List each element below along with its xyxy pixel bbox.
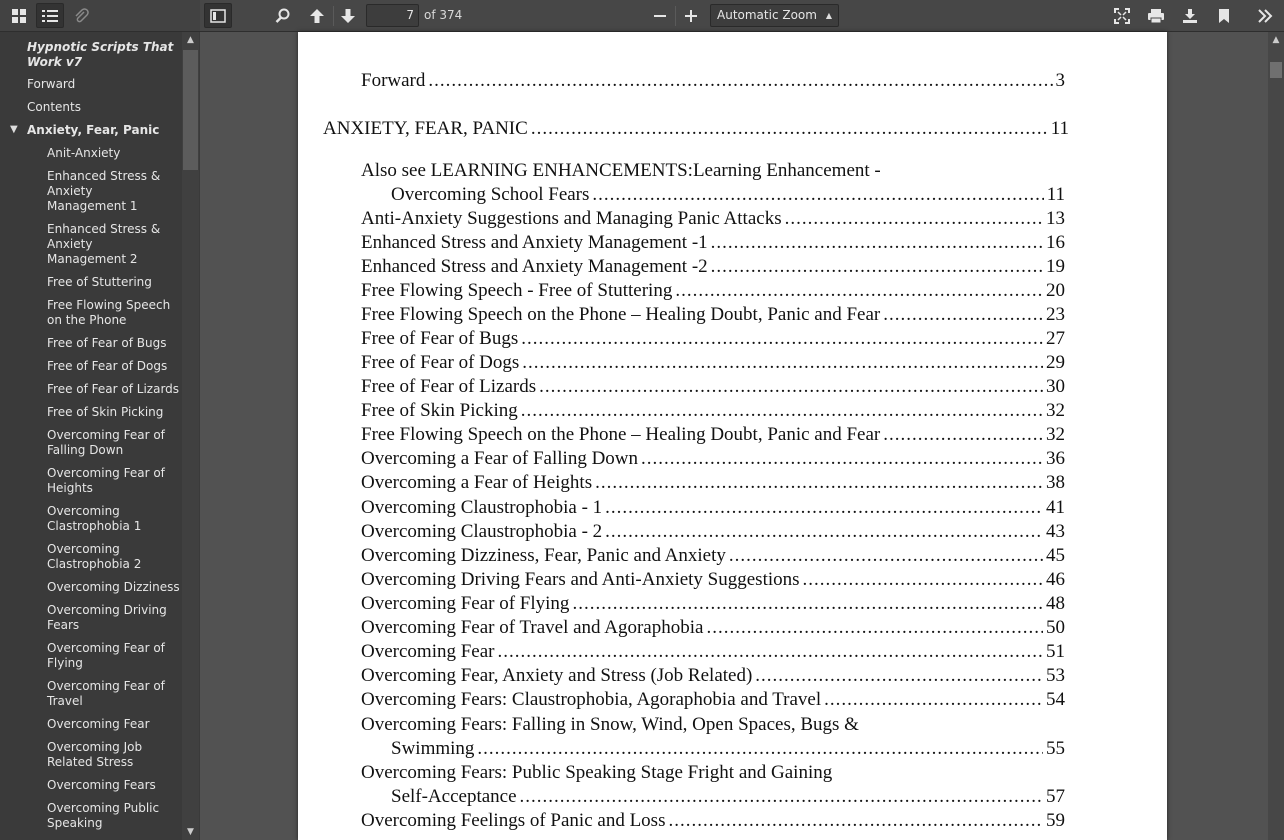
outline-child-item[interactable]: Free of Fear of Bugs xyxy=(47,336,167,350)
toc-entry[interactable]: Overcoming a Fear of Falling Down ..... 36 xyxy=(361,448,1065,470)
outline-item-contents[interactable]: Contents xyxy=(27,100,81,114)
toc-entry[interactable]: Free of Skin Picking ..... 32 xyxy=(361,400,1065,422)
outline-child-item[interactable]: Overcoming Fears xyxy=(47,778,156,792)
outline-child-item[interactable]: Free of Skin Picking xyxy=(47,405,164,419)
outline-child-item[interactable]: Free of Stuttering xyxy=(47,275,152,289)
toc-entry[interactable]: Overcoming Dizziness, Fear, Panic and Anxiety ..... 45 xyxy=(361,545,1065,567)
outline-item-title[interactable]: Hypnotic Scripts That Work v7 xyxy=(27,40,174,69)
outline-child-item[interactable]: Overcoming Dizziness xyxy=(47,580,180,594)
main-scrollbar-thumb[interactable] xyxy=(1270,62,1282,78)
toc-entry[interactable]: Overcoming Feelings of Panic and Loss ..... 59 xyxy=(361,810,1065,832)
page-number-input[interactable]: 7 xyxy=(366,4,419,27)
toc-entry-text: Overcoming Fears: Falling in Snow, Wind, Open Spaces, Bugs & xyxy=(361,714,859,735)
print-icon[interactable] xyxy=(1142,3,1170,28)
toc-entry[interactable]: Free Flowing Speech on the Phone – Healing Doubt, Panic and Fear ..... 32 xyxy=(361,424,1065,446)
outline-child-item[interactable]: Overcoming Driving Fears xyxy=(47,603,167,632)
main-scrollbar[interactable] xyxy=(1268,32,1284,840)
outline-child-item[interactable]: Overcoming Public Speaking xyxy=(47,801,160,830)
toc-entry[interactable]: Overcoming Fear of Travel and Agoraphobia ..... 50 xyxy=(361,617,1065,639)
toc-entry-text: Also see LEARNING ENHANCEMENTS:Learning Enhancement - xyxy=(361,160,881,181)
sidebar-scrollbar-thumb[interactable] xyxy=(183,50,198,170)
page-count-label: of 374 xyxy=(424,8,463,22)
outline-child-item[interactable]: Enhanced Stress & Anxiety Management 1 xyxy=(47,169,161,213)
toc-entry[interactable]: Forward ..... 3 xyxy=(361,70,1065,92)
toc-entry[interactable]: Free of Fear of Dogs ..... 29 xyxy=(361,352,1065,374)
fullscreen-icon[interactable] xyxy=(1108,3,1136,28)
outline-child-item[interactable]: Overcoming Clastrophobia 1 xyxy=(47,504,142,533)
outline-item-forward[interactable]: Forward xyxy=(27,77,76,91)
toc-entry[interactable]: Overcoming Fear, Anxiety and Stress (Job Related) ..... 53 xyxy=(361,665,1065,687)
toc-entry[interactable]: Overcoming Fear of Flying ..... 48 xyxy=(361,593,1065,615)
toc-entry[interactable]: Overcoming Claustrophobia - 1 ..... 41 xyxy=(361,497,1065,519)
outline-child-item[interactable]: Anit-Anxiety xyxy=(47,146,121,160)
outline-child-item[interactable]: Overcoming Clastrophobia 2 xyxy=(47,542,142,571)
toc-entry[interactable]: Free of Fear of Bugs ..... 27 xyxy=(361,328,1065,350)
toc-entry[interactable]: Overcoming Claustrophobia - 2 ..... 43 xyxy=(361,521,1065,543)
outline-child-item[interactable]: Overcoming Fear xyxy=(47,717,150,731)
toc-entry[interactable]: Free of Fear of Lizards ..... 30 xyxy=(361,376,1065,398)
outline-child-item[interactable]: Free of Fear of Lizards xyxy=(47,382,180,396)
outline-child-item[interactable]: Overcoming Fear of Flying xyxy=(47,641,165,670)
zoom-select-value: Automatic Zoom xyxy=(717,8,817,22)
toc-entry[interactable]: Overcoming Fears: Claustrophobia, Agoraphobia and Travel ..... 54 xyxy=(361,689,1065,711)
chevron-double-right-icon[interactable] xyxy=(1251,3,1279,28)
outline-expanded-triangle-icon[interactable]: ▼ xyxy=(10,124,18,135)
arrow-down-icon[interactable] xyxy=(334,3,362,28)
outline-child-item[interactable]: Free Flowing Speech on the Phone xyxy=(47,298,171,327)
toc-entry[interactable]: Swimming ..... 55 xyxy=(391,738,1065,760)
scroll-up-icon[interactable]: ▲ xyxy=(1272,35,1280,45)
outline-child-item[interactable]: Overcoming Fear of Falling Down xyxy=(47,428,165,457)
toolbar-separator xyxy=(675,6,676,26)
outline-item-section[interactable]: Anxiety, Fear, Panic xyxy=(27,123,160,137)
main-toolbar xyxy=(0,0,1284,32)
outline-child-item[interactable]: Overcoming Job Related Stress xyxy=(47,740,143,769)
toc-entry[interactable]: Enhanced Stress and Anxiety Management -1 ..... 16 xyxy=(361,232,1065,254)
pdf-page xyxy=(298,32,1167,840)
arrow-up-icon[interactable] xyxy=(303,3,331,28)
download-icon[interactable] xyxy=(1176,3,1204,28)
sidebar-scrollbar[interactable] xyxy=(182,32,199,840)
outline-child-item[interactable]: Overcoming Fear of Heights xyxy=(47,466,165,495)
toc-entry[interactable]: Free Flowing Speech - Free of Stuttering ..... 20 xyxy=(361,280,1065,302)
list-icon[interactable] xyxy=(36,3,64,28)
toc-entry[interactable]: Overcoming School Fears ..... 11 xyxy=(391,184,1065,206)
minus-icon[interactable] xyxy=(646,3,674,28)
toc-section-heading[interactable]: ANXIETY, FEAR, PANIC ..... 11 xyxy=(323,118,1069,140)
grid-icon[interactable] xyxy=(5,3,33,28)
scroll-up-icon[interactable]: ▲ xyxy=(187,35,194,45)
bookmark-icon[interactable] xyxy=(1210,3,1238,28)
outline-child-item[interactable]: Free of Fear of Dogs xyxy=(47,359,168,373)
toc-entry[interactable]: Anti-Anxiety Suggestions and Managing Panic Attacks ..... 13 xyxy=(361,208,1065,230)
toc-entry[interactable]: Enhanced Stress and Anxiety Management -2 ..... 19 xyxy=(361,256,1065,278)
toc-entry[interactable]: Self-Acceptance ..... 57 xyxy=(391,786,1065,808)
paperclip-icon[interactable] xyxy=(67,3,95,28)
toc-entry[interactable]: Overcoming Fear ..... 51 xyxy=(361,641,1065,663)
toc-entry[interactable]: Free Flowing Speech on the Phone – Healing Doubt, Panic and Fear ..... 23 xyxy=(361,304,1065,326)
toc-entry[interactable]: Overcoming a Fear of Heights ..... 38 xyxy=(361,472,1065,494)
sidebar-toggle-icon[interactable] xyxy=(204,3,232,28)
plus-icon[interactable] xyxy=(677,3,705,28)
sidebar-outline-panel xyxy=(0,32,200,840)
zoom-select[interactable] xyxy=(710,4,839,27)
outline-child-item[interactable]: Overcoming Fear of Travel xyxy=(47,679,165,708)
toc-entry-text: Overcoming Fears: Public Speaking Stage Fright and Gaining xyxy=(361,762,833,783)
document-viewer xyxy=(200,32,1284,840)
scroll-down-icon[interactable]: ▼ xyxy=(187,827,194,837)
toc-entry[interactable]: Overcoming Driving Fears and Anti-Anxiety Suggestions ..... 46 xyxy=(361,569,1065,591)
select-caret-icon: ▲ xyxy=(825,11,832,20)
search-icon[interactable] xyxy=(269,3,297,28)
outline-child-item[interactable]: Enhanced Stress & Anxiety Management 2 xyxy=(47,222,161,266)
